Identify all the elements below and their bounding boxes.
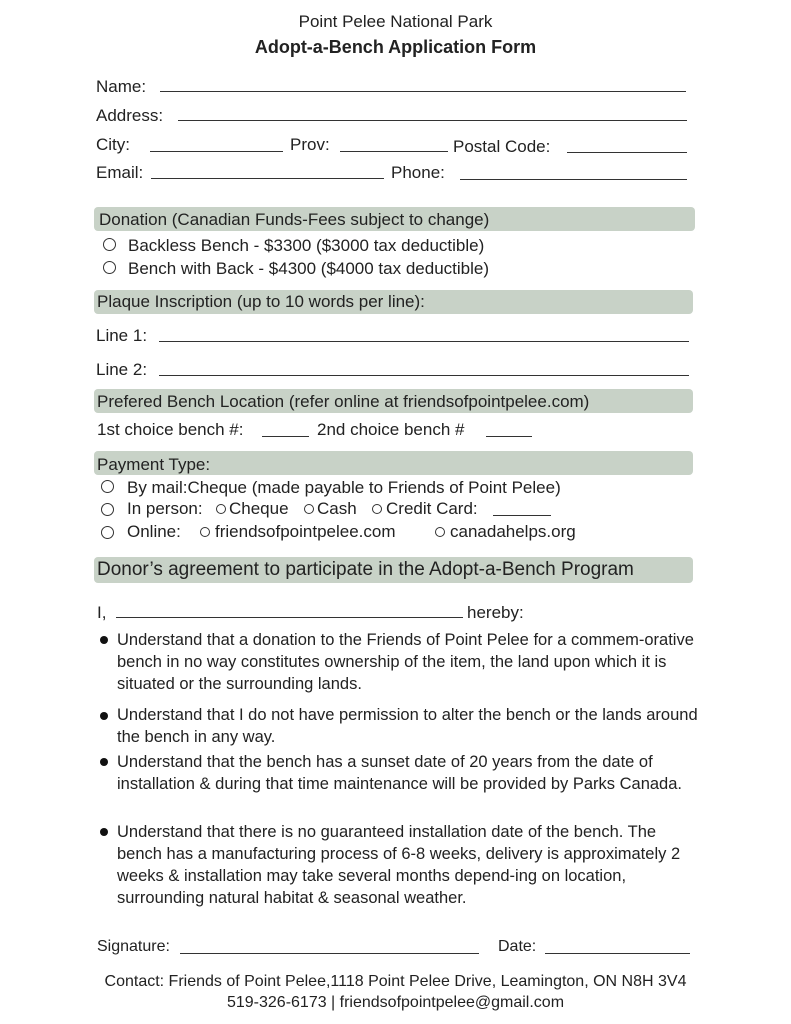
bullet — [100, 758, 108, 766]
backless-bench-label: Backless Bench - $3300 ($3000 tax deductible) — [128, 236, 485, 255]
bullet — [100, 828, 108, 836]
bench-with-back-label: Bench with Back - $4300 ($4000 tax deductible) — [128, 259, 490, 278]
online-label: Online: — [127, 522, 181, 541]
phone-field[interactable] — [460, 179, 687, 180]
first-choice-field[interactable] — [262, 436, 309, 437]
signature-field[interactable] — [180, 953, 479, 954]
second-choice-field[interactable] — [486, 436, 532, 437]
second-choice-label: 2nd choice bench # — [317, 420, 465, 439]
email-label: Email: — [96, 163, 144, 182]
signature-label: Signature: — [97, 938, 170, 955]
cash-label: Cash — [317, 499, 357, 518]
location-heading: Prefered Bench Location (refer online at friendsofpointpelee.com) — [97, 392, 590, 411]
name-field[interactable] — [160, 91, 686, 92]
line1-label: Line 1: — [96, 326, 148, 345]
bullet — [100, 712, 108, 720]
hereby-label: hereby: — [467, 603, 524, 622]
bullet — [100, 636, 108, 644]
line2-label: Line 2: — [96, 360, 148, 379]
name-label: Name: — [96, 77, 147, 96]
contact-address: Contact: Friends of Point Pelee,1118 Point Pelee Drive, Leamington, ON N8H 3V4 — [104, 973, 687, 990]
canadahelps-radio[interactable] — [435, 527, 445, 537]
credit-card-label: Credit Card: — [386, 499, 478, 518]
plaque-heading: Plaque Inscription (up to 10 words per line): — [97, 292, 425, 311]
date-field[interactable] — [545, 953, 690, 954]
phone-label: Phone: — [391, 163, 445, 182]
prov-field[interactable] — [340, 151, 448, 152]
line1-field[interactable] — [159, 341, 689, 342]
agreement-heading: Donor’s agreement to participate in the Adopt-a-Bench Program — [97, 559, 634, 580]
first-choice-label: 1st choice bench #: — [97, 420, 244, 439]
postal-code-field[interactable] — [567, 152, 687, 153]
in-person-label: In person: — [127, 499, 203, 518]
donation-heading: Donation (Canadian Funds-Fees subject to change) — [99, 210, 490, 229]
cheque-label: Cheque — [229, 499, 289, 518]
by-mail-label: By mail:Cheque (made payable to Friends of Point Pelee) — [127, 478, 561, 497]
canadahelps-site: canadahelps.org — [450, 522, 576, 541]
city-label: City: — [96, 135, 130, 154]
by-mail-radio[interactable] — [101, 480, 114, 493]
credit-card-field[interactable] — [493, 515, 551, 516]
i-label: I, — [97, 603, 107, 622]
agreement-point-installation: Understand that there is no guaranteed installation date of the bench. The bench has a manufacturing process of 6-8 weeks, delivery is approximately 2 weeks & installation may take several months depend-ing on location, surrounding natural habitat & seasonal weather. — [117, 823, 681, 907]
contact-phone-email: 519-326-6173 | friendsofpointpelee@gmail.com — [226, 994, 565, 1011]
bench-with-back-radio[interactable] — [103, 261, 116, 274]
backless-bench-radio[interactable] — [103, 238, 116, 251]
donor-name-field[interactable] — [116, 617, 463, 618]
agreement-point-alterations: Understand that I do not have permission to alter the bench or the lands around the bench in any way. — [117, 706, 698, 746]
address-label: Address: — [96, 106, 164, 125]
postal-code-label: Postal Code: — [453, 137, 551, 156]
address-field[interactable] — [178, 120, 687, 121]
email-field[interactable] — [151, 178, 384, 179]
form-title: Adopt-a-Bench Application Form — [254, 37, 537, 57]
friendsofpointpelee-radio[interactable] — [200, 527, 210, 537]
agreement-point-ownership: Understand that a donation to the Friends of Point Pelee for a commem-orative bench in no way constitutes ownership of the item, the land upon which it is situated or the surrounding lands. — [117, 631, 694, 693]
park-name: Point Pelee National Park — [298, 12, 493, 31]
payment-heading: Payment Type: — [97, 455, 211, 474]
city-field[interactable] — [150, 151, 283, 152]
friendsofpointpelee-site: friendsofpointpelee.com — [215, 522, 396, 541]
agreement-point-sunset: Understand that the bench has a sunset date of 20 years from the date of installation & during that time maintenance will be provided by Parks Canada. — [117, 753, 682, 793]
line2-field[interactable] — [159, 375, 689, 376]
credit-card-radio[interactable] — [372, 504, 382, 514]
cash-radio[interactable] — [304, 504, 314, 514]
in-person-radio[interactable] — [101, 503, 114, 516]
cheque-radio[interactable] — [216, 504, 226, 514]
online-radio[interactable] — [101, 526, 114, 539]
prov-label: Prov: — [290, 135, 330, 154]
date-label: Date: — [498, 938, 537, 955]
